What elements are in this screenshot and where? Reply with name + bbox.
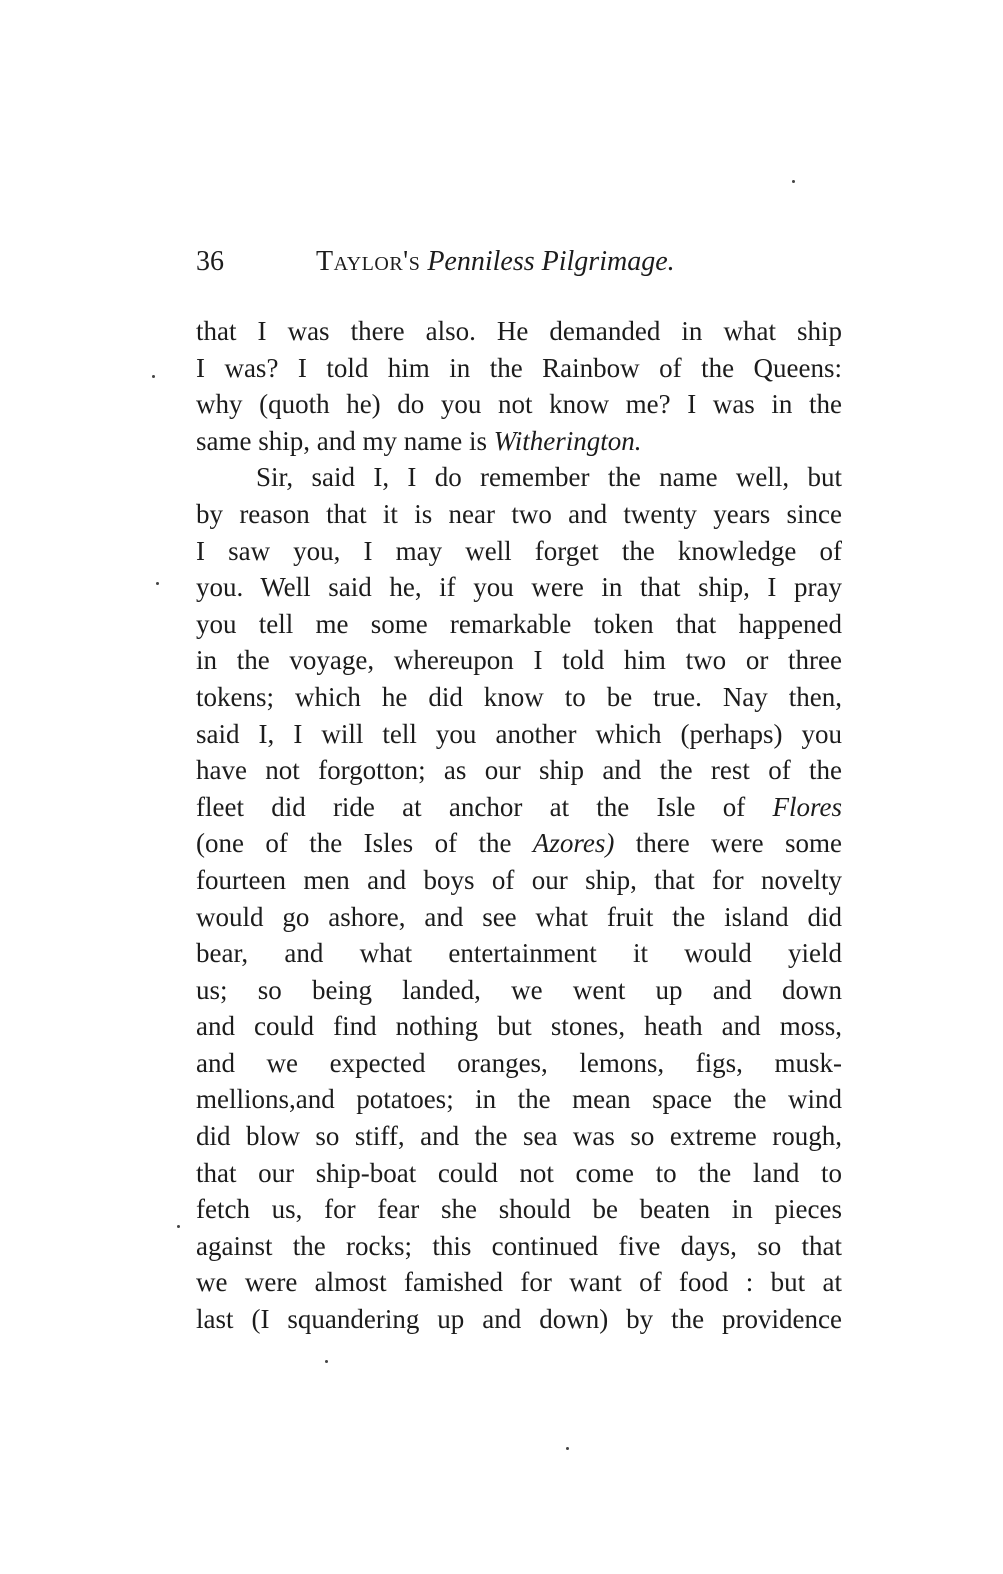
text-segment: same ship, and my name is xyxy=(196,425,487,456)
page-number: 36 xyxy=(196,246,224,277)
scan-speck xyxy=(566,1447,569,1450)
body-text xyxy=(196,313,842,1338)
text-line: and could find nothing but stones, heath and moss, xyxy=(196,1011,842,1042)
text-line: said I, I will tell you another which (perhaps) you xyxy=(196,718,842,749)
text-line: would go ashore, and see what fruit the island did xyxy=(196,901,842,932)
text-segment: there were some xyxy=(635,828,842,859)
scan-speck xyxy=(325,1360,328,1363)
text-line: fourteen men and boys of our ship, that for novelty xyxy=(196,864,842,895)
text-line: you tell me some remarkable token that happened xyxy=(196,608,842,639)
text-line: by reason that it is near two and twenty years since xyxy=(196,498,842,529)
text-line xyxy=(196,423,842,460)
text-line: in the voyage, whereupon I told him two or three xyxy=(196,645,842,676)
scan-speck xyxy=(152,375,155,378)
scan-speck xyxy=(177,1225,180,1228)
place-name-italic: Azores) xyxy=(532,828,615,859)
text-line: mellions,and potatoes; in the mean space the wind xyxy=(196,1084,842,1115)
text-line: us; so being landed, we went up and down xyxy=(196,974,842,1005)
text-segment: fleet did ride at anchor at the Isle of xyxy=(196,791,746,822)
text-line: fetch us, for fear she should be beaten in pieces xyxy=(196,1194,842,1225)
text-line: that I was there also. He demanded in what ship xyxy=(196,316,842,346)
text-line: did blow so stiff, and the sea was so extreme rough, xyxy=(196,1121,842,1152)
text-line: bear, and what entertainment it would yield xyxy=(196,938,842,969)
text-line: tokens; which he did know to be true. Nay then, xyxy=(196,681,842,712)
text-line: we were almost famished for want of food : but at xyxy=(196,1267,842,1298)
running-head xyxy=(196,242,846,282)
running-title-author: Taylor's xyxy=(316,246,421,277)
text-line: I saw you, I may well forget the knowledge of xyxy=(196,535,842,566)
text-line: and we expected oranges, lemons, figs, musk- xyxy=(196,1047,842,1078)
text-line: last (I squandering up and down) by the providence xyxy=(196,1304,842,1335)
running-title-work: Penniless Pilgrimage. xyxy=(427,246,675,277)
text-line: you. Well said he, if you were in that ship, I pray xyxy=(196,572,842,603)
ship-name-italic: Witherington. xyxy=(493,425,642,456)
text-line: why (quoth he) do you not know me? I was in the xyxy=(196,389,842,420)
running-title xyxy=(316,242,675,282)
text-line xyxy=(196,825,842,862)
text-segment: (one of the Isles of the xyxy=(196,828,512,859)
text-line: I was? I told him in the Rainbow of the Queens: xyxy=(196,352,842,383)
place-name-italic: Flores xyxy=(772,791,842,822)
scan-speck xyxy=(792,180,795,183)
scan-speck xyxy=(156,582,159,585)
text-line: Sir, said I, I do remember the name well, but xyxy=(256,462,842,493)
text-line: against the rocks; this continued five days, so that xyxy=(196,1230,842,1261)
text-line xyxy=(196,789,842,826)
text-line: that our ship-boat could not come to the land to xyxy=(196,1157,842,1188)
text-line: have not forgotton; as our ship and the rest of the xyxy=(196,755,842,786)
